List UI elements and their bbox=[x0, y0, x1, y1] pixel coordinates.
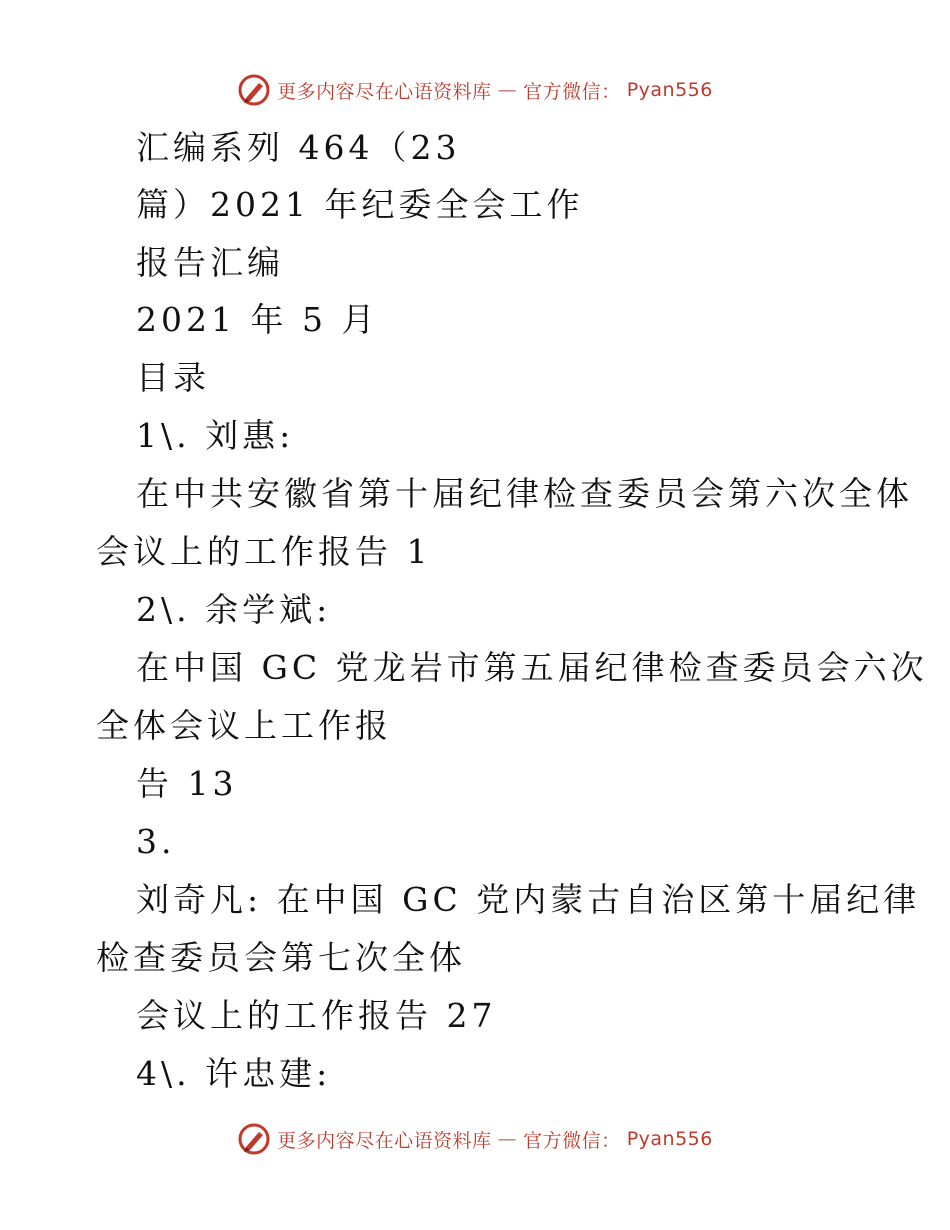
footer-watermark bbox=[0, 1119, 950, 1159]
watermark-suffix: 官方微信： bbox=[523, 80, 621, 103]
watermark-id: Pyan556 bbox=[626, 1128, 713, 1150]
date-line: 2021 年 5 月 bbox=[136, 300, 379, 339]
toc-item-1-title-cont: 会议上的工作报告 1 bbox=[96, 532, 432, 571]
pen-logo-icon bbox=[237, 73, 271, 107]
toc-item-1-author: 1\. 刘惠: bbox=[136, 416, 295, 455]
toc-item-3-title-end: 会议上的工作报告 27 bbox=[136, 996, 497, 1035]
watermark-separator: — bbox=[497, 1128, 518, 1150]
toc-item-2-author: 2\. 余学斌: bbox=[136, 590, 332, 629]
header-watermark bbox=[0, 70, 950, 110]
title-line-2: 篇）2021 年纪委全会工作 bbox=[136, 185, 584, 224]
toc-item-3-title-cont: 检查委员会第七次全体 bbox=[96, 938, 466, 977]
watermark-id: Pyan556 bbox=[626, 79, 713, 101]
toc-item-3-number: 3. bbox=[136, 822, 176, 861]
toc-heading: 目录 bbox=[136, 358, 210, 397]
toc-item-3-title: 刘奇凡: 在中国 GC 党内蒙古自治区第十届纪律 bbox=[136, 880, 921, 919]
title-line-3: 报告汇编 bbox=[136, 243, 284, 282]
title-line-1: 汇编系列 464（23 bbox=[136, 128, 461, 167]
watermark-suffix: 官方微信： bbox=[523, 1129, 621, 1152]
watermark-text: 更多内容尽在心语资料库 bbox=[277, 80, 492, 103]
watermark-separator: — bbox=[497, 79, 518, 101]
watermark-text: 更多内容尽在心语资料库 bbox=[277, 1129, 492, 1152]
toc-item-2-title-cont: 全体会议上工作报 bbox=[96, 706, 392, 745]
toc-item-2-title: 在中国 GC 党龙岩市第五届纪律检查委员会六次 bbox=[136, 648, 928, 687]
toc-item-4-author: 4\. 许忠建: bbox=[136, 1054, 332, 1093]
pen-logo-icon bbox=[237, 1122, 271, 1156]
toc-item-1-title: 在中共安徽省第十届纪律检查委员会第六次全体 bbox=[136, 474, 913, 513]
toc-item-2-title-end: 告 13 bbox=[136, 764, 238, 803]
